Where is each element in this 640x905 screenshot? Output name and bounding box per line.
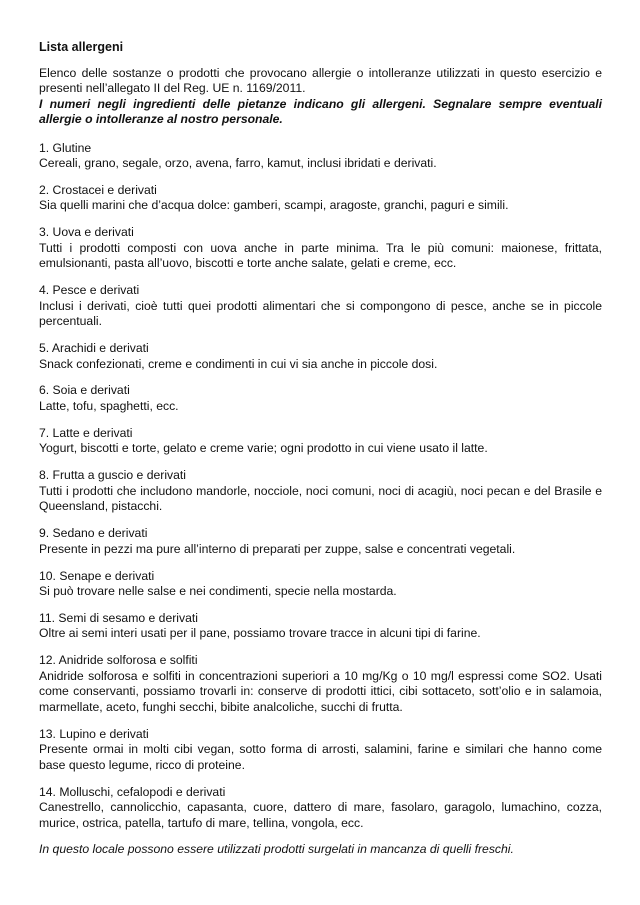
allergen-description: Sia quelli marini che d’acqua dolce: gamberi, scampi, aragoste, granchi, paguri e simili. <box>39 198 509 213</box>
intro-note: I numeri negli ingredienti delle pietanze indicano gli allergeni. Segnalare sempre eventuali allergie o intolleranze al nostro personale. <box>39 96 602 126</box>
allergen-description: Snack confezionati, creme e condimenti in cui vi sia anche in piccole dosi. <box>39 356 438 371</box>
allergen-title: 8. Frutta a guscio e derivati <box>39 468 186 483</box>
allergen-item-2 <box>39 183 602 214</box>
allergen-title: 3. Uova e derivati <box>39 225 134 240</box>
allergen-description: Presente ormai in molti cibi vegan, sotto forma di arrosti, salamini, farine e similari che hanno come base questo legume, ricco di proteine. <box>39 742 602 772</box>
allergen-item-11 <box>39 611 602 642</box>
allergen-title: 14. Molluschi, cefalopodi e derivati <box>39 784 226 799</box>
allergen-title: 5. Arachidi e derivati <box>39 341 149 356</box>
footer-note: In questo locale possono essere utilizzati prodotti surgelati in mancanza di quelli freschi. <box>39 842 514 857</box>
allergen-title: 10. Senape e derivati <box>39 568 155 583</box>
allergen-item-13 <box>39 727 602 774</box>
allergen-description: Tutti i prodotti composti con uova anche in parte minima. Tra le più comuni: maionese, frittata, emulsionanti, pasta all’uovo, biscotti e torte anche salate, gelati e creme, ecc. <box>39 240 602 271</box>
allergen-item-3 <box>39 225 602 272</box>
allergen-item-9 <box>39 526 602 557</box>
allergen-item-6 <box>39 383 602 414</box>
allergen-description: Cereali, grano, segale, orzo, avena, farro, kamut, inclusi ibridati e derivati. <box>39 156 437 170</box>
allergen-description: Presente in pezzi ma pure all’interno di preparati per zuppe, salse e concentrati vegetali. <box>39 541 516 556</box>
allergen-title: 12. Anidride solforosa e solfiti <box>39 653 198 668</box>
allergen-item-12 <box>39 653 602 715</box>
allergen-title: 9. Sedano e derivati <box>39 526 148 541</box>
allergen-description: Canestrello, cannolicchio, capasanta, cuore, dattero di mare, fasolaro, garagolo, lumachino, cozza, murice, ostrica, patella, tartufo di mare, tellina, vongola, ecc. <box>39 800 602 830</box>
allergen-item-10 <box>39 569 602 600</box>
allergen-list <box>39 141 602 832</box>
allergen-title: 7. Latte e derivati <box>39 425 133 440</box>
intro-text: Elenco delle sostanze o prodotti che provocano allergie o intolleranze utilizzati in questo esercizio e presenti nell’allegato II del Reg. UE n. 1169/2011. <box>39 65 602 95</box>
allergen-item-14 <box>39 785 602 832</box>
allergen-item-8 <box>39 468 602 515</box>
allergen-item-1 <box>39 141 602 172</box>
allergen-title: 4. Pesce e derivati <box>39 283 140 298</box>
allergen-description: Oltre ai semi interi usati per il pane, possiamo trovare tracce in alcuni tipi di farine. <box>39 626 481 641</box>
allergen-title: 1. Glutine <box>39 140 92 155</box>
allergen-title: 6. Soia e derivati <box>39 383 130 398</box>
allergen-item-4 <box>39 283 602 330</box>
document-title: Lista allergeni <box>39 40 124 54</box>
allergen-title: 13. Lupino e derivati <box>39 726 149 741</box>
allergen-title: 11. Semi di sesamo e derivati <box>39 610 198 625</box>
allergen-description: Si può trovare nelle salse e nei condimenti, specie nella mostarda. <box>39 584 397 599</box>
allergen-description: Latte, tofu, spaghetti, ecc. <box>39 398 179 413</box>
allergen-title: 2. Crostacei e derivati <box>39 182 157 197</box>
allergen-description: Anidride solforosa e solfiti in concentrazioni superiori a 10 mg/Kg o 10 mg/l espressi come SO2. Usati come conservanti, possiamo trovarli in: conserve di prodotti ittici, cibi sottaceto, sott’olio e in salamoia, marmellate, aceto, funghi secchi, bibite analcoliche, succhi di frutta. <box>39 668 602 714</box>
allergen-item-7 <box>39 426 602 457</box>
allergen-item-5 <box>39 341 602 372</box>
allergen-description: Inclusi i derivati, cioè tutti quei prodotti alimentari che si compongono di pesce, anche se in piccole percentuali. <box>39 298 602 329</box>
allergen-description: Yogurt, biscotti e torte, gelato e creme varie; ogni prodotto in cui viene usato il latte. <box>39 441 488 456</box>
allergen-description: Tutti i prodotti che includono mandorle, nocciole, noci comuni, noci di acagiù, noci pecan e del Brasile e Queensland, pistacchi. <box>39 483 602 514</box>
